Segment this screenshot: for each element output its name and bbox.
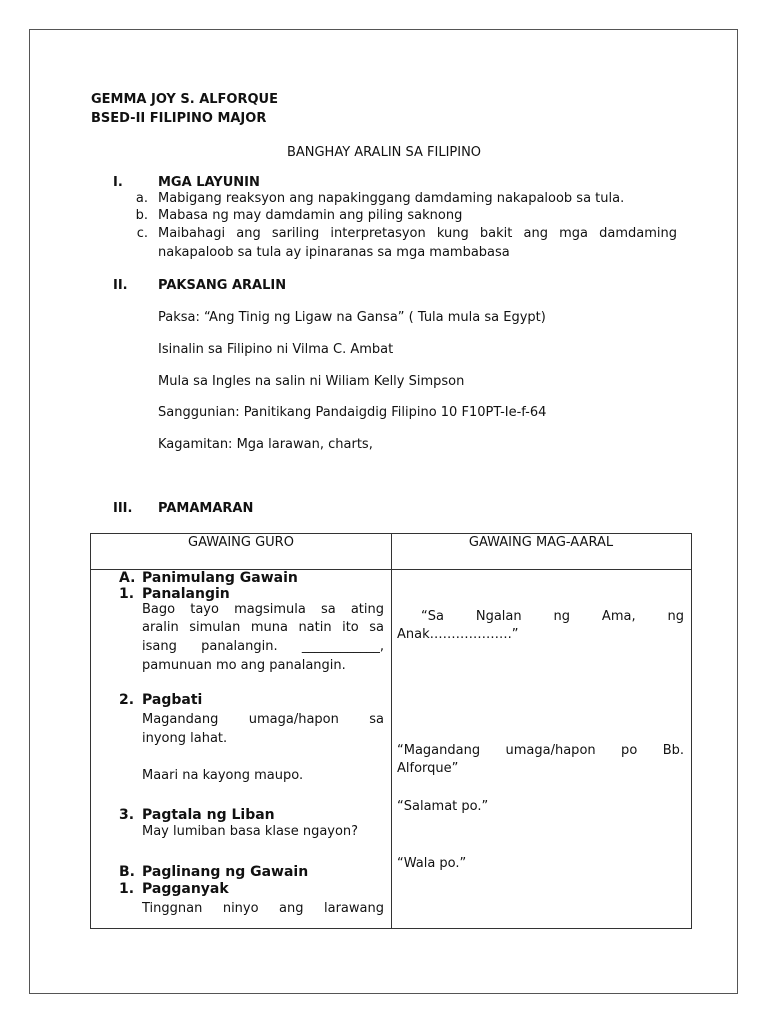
response-absent: “Wala po.”	[397, 856, 467, 871]
reference-line: Sanggunian: Panitikang Pandaigdig Filipino 10 F10PT-Ie-f-64	[158, 405, 547, 420]
objective-c-letter: c.	[136, 226, 148, 241]
activities-table	[90, 533, 692, 929]
step3-label: 3.	[119, 807, 135, 823]
objective-b-letter: b.	[135, 208, 148, 223]
step1-heading: Panalangin	[142, 586, 230, 602]
step1-line3: isang panalangin. ____________,	[142, 639, 384, 654]
materials-line: Kagamitan: Mga larawan, charts,	[158, 437, 373, 452]
objective-c-text-line1: Maibahagi ang sariling interpretasyon kung bakit ang mga damdaming	[158, 226, 677, 241]
english-source-line: Mula sa Ingles na salin ni Wiliam Kelly Simpson	[158, 374, 465, 389]
step1-label: 1.	[119, 586, 135, 602]
section3-heading: PAMAMARAN	[158, 501, 254, 516]
step1-line2: aralin simulan muna natin ito sa	[142, 620, 384, 635]
part-a-heading: Panimulang Gawain	[142, 570, 298, 586]
section1-heading: MGA LAYUNIN	[158, 175, 260, 190]
section2-heading: PAKSANG ARALIN	[158, 278, 287, 293]
step3-heading: Pagtala ng Liban	[142, 807, 275, 823]
author-program: BSED-II FILIPINO MAJOR	[91, 111, 267, 126]
response-prayer-line1: “Sa Ngalan ng Ama, ng	[421, 609, 684, 624]
header-student-activities: GAWAING MAG-AARAL	[468, 535, 614, 550]
part-a-label: A.	[119, 570, 136, 586]
part-b-heading: Paglinang ng Gawain	[142, 864, 309, 880]
section1-number: I.	[113, 175, 123, 190]
section3-number: III.	[113, 501, 133, 516]
part-b-step1-heading: Pagganyak	[142, 881, 229, 897]
response-prayer-line2: Anak……………….”	[397, 627, 519, 642]
paksa-line: Paksa: “Ang Tinig ng Ligaw na Gansa” ( Tula mula sa Egypt)	[158, 310, 546, 325]
translator-line: Isinalin sa Filipino ni Vilma C. Ambat	[158, 342, 394, 357]
response-greeting-line1: “Magandang umaga/hapon po Bb.	[397, 743, 684, 758]
step3-line: May lumiban basa klase ngayon?	[142, 824, 359, 839]
step2-label: 2.	[119, 692, 135, 708]
objective-a-letter: a.	[135, 191, 148, 206]
section2-number: II.	[113, 278, 128, 293]
part-b-step1-label: 1.	[119, 881, 135, 897]
objective-c-text-line2: nakapaloob sa tula ay ipinaranas sa mga mambabasa	[158, 245, 510, 260]
header-teacher-activities: GAWAING GURO	[188, 535, 294, 550]
part-b-step1-line: Tinggnan ninyo ang larawang	[142, 901, 384, 916]
step1-line4: pamunuan mo ang panalangin.	[142, 658, 346, 673]
table-column-divider	[391, 534, 392, 928]
part-b-label: B.	[119, 864, 135, 880]
step2-heading: Pagbati	[142, 692, 203, 708]
author-name: GEMMA JOY S. ALFORQUE	[91, 92, 278, 107]
objective-a-text: Mabigang reaksyon ang napakinggang damdaming nakapaloob sa tula.	[158, 191, 625, 206]
objective-b-text: Mabasa ng may damdamin ang piling saknong	[158, 208, 463, 223]
response-thanks: “Salamat po.”	[397, 799, 489, 814]
response-greeting-line2: Alforque”	[397, 761, 459, 776]
step2-extra: Maari na kayong maupo.	[142, 768, 304, 783]
step1-line1: Bago tayo magsimula sa ating	[142, 602, 384, 617]
document-title: BANGHAY ARALIN SA FILIPINO	[286, 145, 482, 160]
step2-line1: Magandang umaga/hapon sa	[142, 712, 384, 727]
step2-line2: inyong lahat.	[142, 731, 228, 746]
